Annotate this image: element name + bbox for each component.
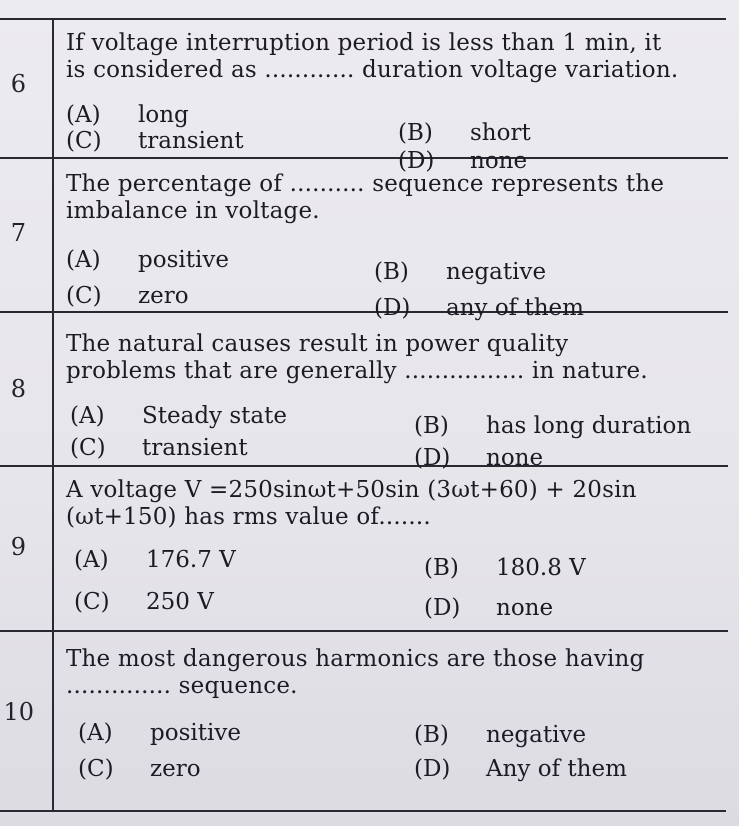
option-b: (B) has long duration	[414, 413, 692, 439]
option-a: (A) positive	[66, 247, 229, 273]
question-text: The most dangerous harmonics are those having .............. sequence.	[66, 646, 645, 699]
option-b: (B) 180.8 V	[424, 555, 586, 581]
option-d: (D) none	[398, 148, 528, 174]
option-c: (C) zero	[78, 756, 201, 782]
option-d: (D) none	[424, 595, 554, 621]
question-number: 10	[3, 698, 34, 726]
question-number: 8	[10, 375, 26, 403]
option-b: (B) negative	[374, 259, 547, 285]
question-number: 9	[10, 533, 26, 561]
option-d: (D) any of them	[374, 295, 584, 321]
option-a: (A) positive	[78, 720, 241, 746]
option-b: (B) short	[398, 120, 531, 146]
question-number: 7	[10, 219, 26, 247]
question-text: The natural causes result in power quality problems that are generally ................ in nature.	[66, 331, 648, 384]
option-d: (D) none	[414, 445, 544, 471]
option-a: (A) long	[66, 102, 189, 128]
question-row	[0, 159, 728, 321]
question-row	[0, 467, 728, 632]
option-c: (C) transient	[70, 435, 248, 461]
question-text: The percentage of .......... sequence represents the imbalance in voltage.	[66, 171, 665, 224]
option-a: (A) 176.7 V	[74, 547, 236, 573]
question-number: 6	[10, 70, 26, 98]
question-text: A voltage V =250sinωt+50sin (3ωt+60) + 20sin (ωt+150) has rms value of.......	[66, 477, 637, 530]
option-c: (C) zero	[66, 283, 189, 309]
option-d: (D) Any of them	[414, 756, 627, 782]
option-c: (C) 250 V	[74, 589, 214, 615]
option-a: (A) Steady state	[70, 403, 287, 429]
option-b: (B) negative	[414, 722, 587, 748]
question-row	[0, 632, 728, 808]
question-row	[0, 20, 728, 174]
option-c: (C) transient	[66, 128, 244, 154]
question-row	[0, 313, 728, 471]
question-text: If voltage interruption period is less than 1 min, it is considered as ............ duration voltage variation.	[66, 30, 679, 83]
